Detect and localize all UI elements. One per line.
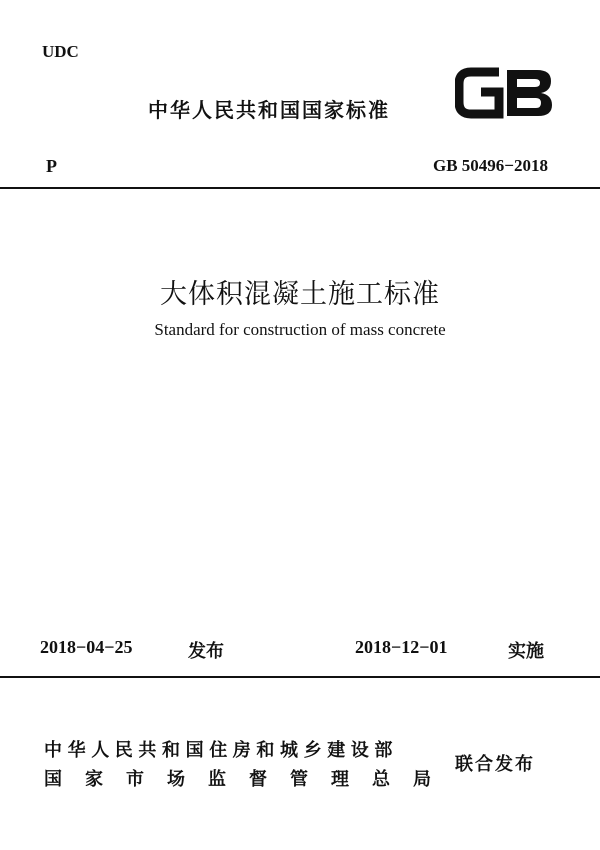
joint-issue-label: 联合发布 <box>455 754 535 775</box>
issue-date: 2018−04−25 <box>40 637 133 657</box>
classification-code: P <box>46 156 57 176</box>
issue-label: 发布 <box>188 641 224 662</box>
standard-number: GB 50496−2018 <box>433 156 548 175</box>
implementation-date: 2018−12−01 <box>355 637 448 657</box>
bottom-divider <box>0 676 600 678</box>
title-english: Standard for construction of mass concrete <box>154 320 446 339</box>
standard-type: 中华人民共和国国家标准 <box>148 98 390 122</box>
issuer-administration: 国家市场监督管理总局 <box>44 769 454 790</box>
udc-label: UDC <box>42 42 79 61</box>
issuer-ministry: 中华人民共和国住房和城乡建设部 <box>44 740 398 761</box>
top-divider <box>0 187 600 189</box>
gb-logo-icon <box>455 66 555 120</box>
implementation-label: 实施 <box>508 641 544 662</box>
title-chinese: 大体积混凝土施工标准 <box>160 279 440 310</box>
